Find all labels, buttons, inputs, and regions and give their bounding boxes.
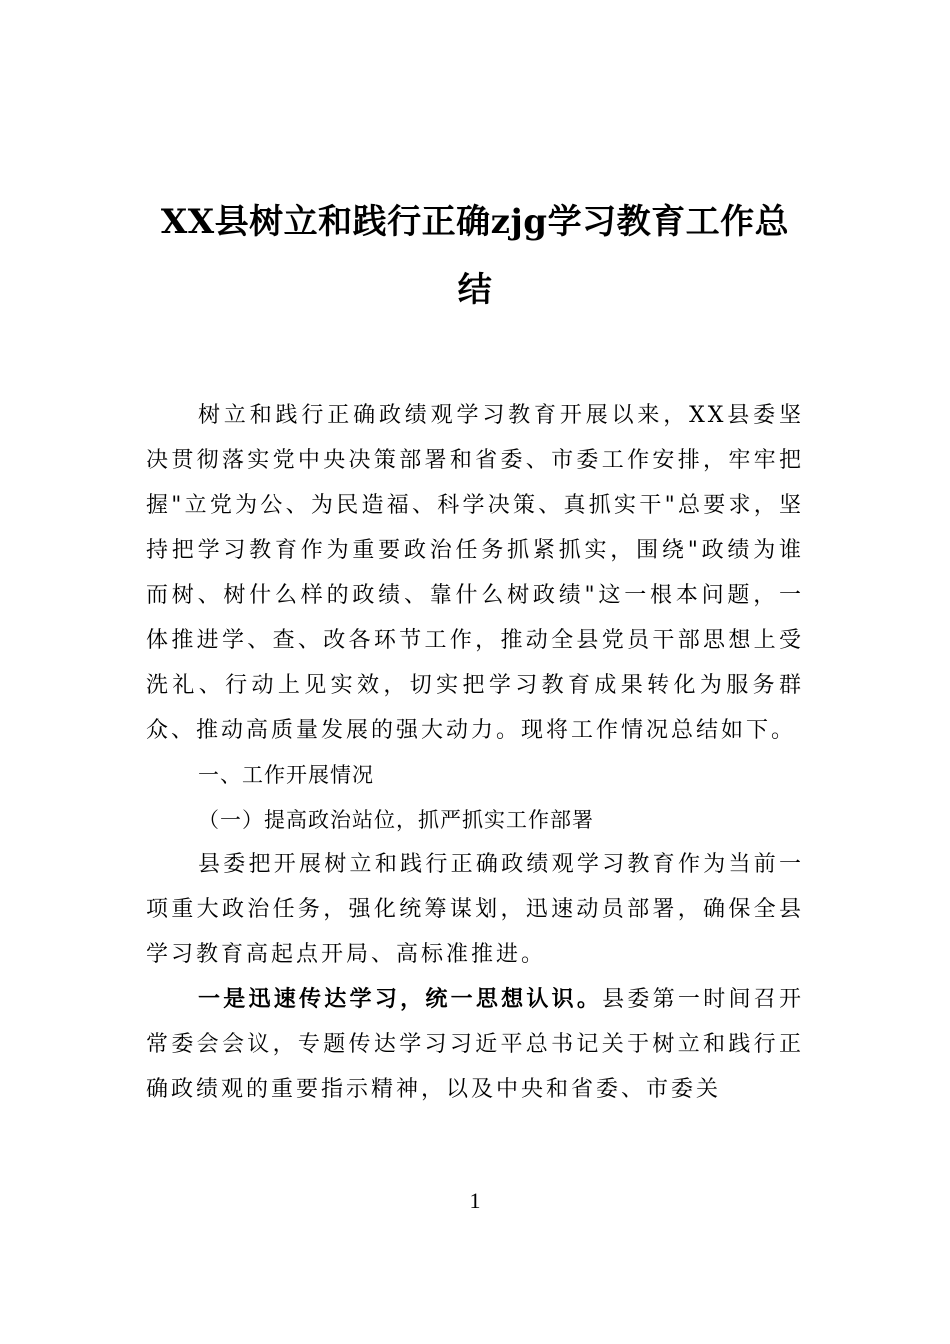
page-number: 1 [469,1188,481,1213]
intro-paragraph: 树立和践行正确政绩观学习教育开展以来，XX县委坚决贯彻落实党中央决策部署和省委、市委工作安排，牢牢把握"立党为公、为民造福、科学决策、真抓实干"总要求，坚持把学习教育作为重要政治任务抓紧抓实，围绕"政绩为谁而树、树什么样的政绩、靠什么树政绩"这一根本问题，一体推进学、查、改各环节工作，推动全县党员干部思想上受洗礼、行动上见实效，切实把学习教育成果转化为服务群众、推动高质量发展的强大动力。现将工作情况总结如下。 [146,403,804,743]
point-paragraph-1 [146,977,804,1112]
point-lead-1: 一是迅速传达学习，统一思想认识。 [198,986,603,1012]
document-title [100,188,850,324]
document-body [146,393,804,1112]
title-line-2: 结 [457,270,493,310]
section-heading-1: 一、工作开展情况 [198,763,374,787]
subsection-heading-1: （一）提高政治站位，抓严抓实工作部署 [198,808,594,832]
title-line-1: XX县树立和践行正确zjg学习教育工作总 [160,202,790,242]
point-body-1: 县委第一时间召开常委会会议，专题传达学习习近平总书记关于树立和践行正确政绩观的重要指示精神，以及中央和省委、市委关 [146,987,804,1102]
subsection-paragraph-1: 县委把开展树立和践行正确政绩观学习教育作为当前一项重大政治任务，强化统筹谋划，迅速动员部署，确保全县学习教育高起点开局、高标准推进。 [146,852,804,967]
